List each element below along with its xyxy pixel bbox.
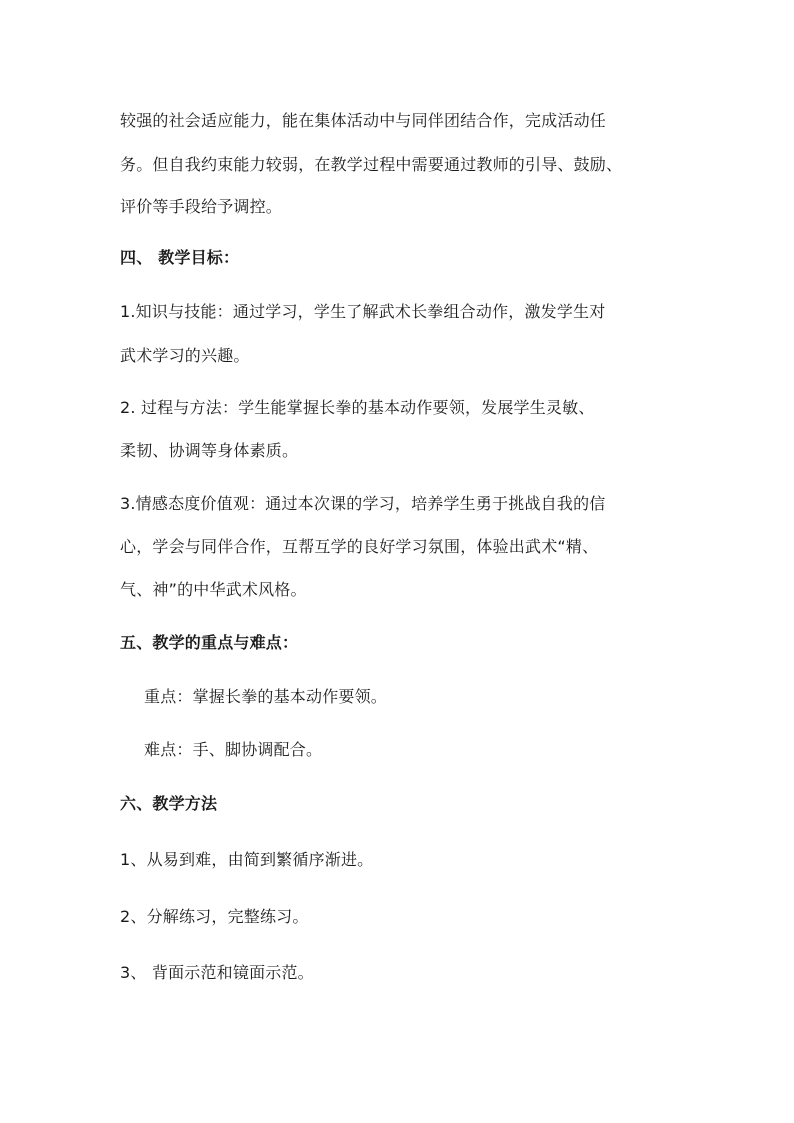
objective-knowledge-line: 1.知识与技能：通过学习，学生了解武术长拳组合动作，激发学生对 bbox=[120, 302, 606, 321]
paragraph-line: 务。但自我约束能力较弱，在教学过程中需要通过教师的引导、鼓励、 bbox=[120, 155, 623, 174]
objective-attitude-line: 3.情感态度价值观：通过本次课的学习，培养学生勇于挑战自我的信 bbox=[120, 494, 606, 513]
section-heading-teaching-objectives: 四、 教学目标： bbox=[120, 248, 240, 267]
difficult-point-text: 难点：手、脚协调配合。 bbox=[144, 740, 323, 759]
objective-process-line: 2. 过程与方法：学生能掌握长拳的基本动作要领，发展学生灵敏、 bbox=[120, 398, 595, 417]
paragraph-line: 较强的社会适应能力，能在集体活动中与同伴团结合作，完成活动任 bbox=[120, 111, 607, 130]
objective-knowledge-line: 武术学习的兴趣。 bbox=[120, 346, 250, 365]
section-heading-teaching-methods: 六、教学方法 bbox=[120, 794, 218, 813]
paragraph-line: 评价等手段给予调控。 bbox=[120, 197, 283, 216]
method-item: 1、从易到难，由简到繁循序渐进。 bbox=[120, 850, 374, 869]
method-item: 3、 背面示范和镜面示范。 bbox=[120, 963, 314, 982]
objective-process-line: 柔韧、协调等身体素质。 bbox=[120, 441, 299, 460]
method-item: 2、分解练习，完整练习。 bbox=[120, 907, 309, 926]
key-point-text: 重点：掌握长拳的基本动作要领。 bbox=[144, 687, 388, 706]
objective-attitude-line: 气、神”的中华武术风格。 bbox=[120, 580, 307, 599]
section-heading-key-points: 五、教学的重点与难点： bbox=[120, 633, 299, 652]
objective-attitude-line: 心，学会与同伴合作，互帮互学的良好学习氛围，体验出武术“精、 bbox=[120, 537, 599, 556]
